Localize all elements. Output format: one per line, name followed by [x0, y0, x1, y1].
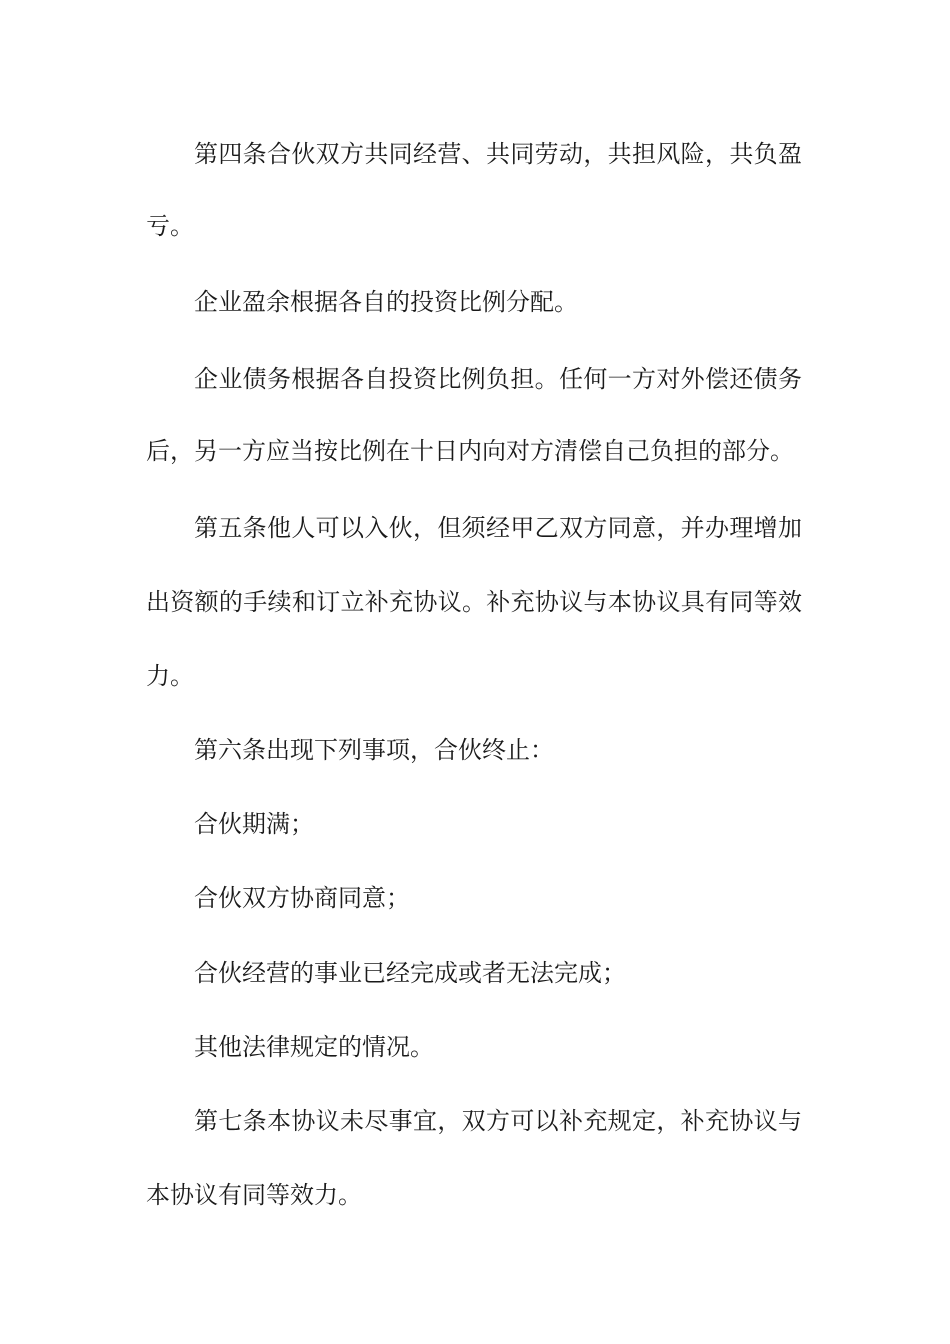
text-line: 第五条他人可以入伙，但须经甲乙双方同意，并办理增加	[194, 514, 802, 542]
text-line: 第七条本协议未尽事宜，双方可以补充规定，补充协议与	[194, 1107, 802, 1135]
text-line: 第四条合伙双方共同经营、共同劳动，共担风险，共负盈	[194, 140, 802, 168]
text-line: 亏。	[146, 212, 194, 240]
text-line: 出资额的手续和订立补充协议。补充协议与本协议具有同等效	[146, 588, 802, 616]
text-line: 合伙经营的事业已经完成或者无法完成；	[194, 959, 626, 987]
text-line: 合伙双方协商同意；	[194, 884, 410, 912]
text-line: 企业债务根据各自投资比例负担。任何一方对外偿还债务	[194, 365, 802, 393]
text-line: 企业盈余根据各自的投资比例分配。	[194, 288, 578, 316]
text-line: 其他法律规定的情况。	[194, 1033, 434, 1061]
text-line: 本协议有同等效力。	[146, 1181, 362, 1209]
text-line: 合伙期满；	[194, 810, 314, 838]
text-line: 力。	[146, 662, 194, 690]
text-line: 第六条出现下列事项，合伙终止：	[194, 736, 554, 764]
text-line: 后，另一方应当按比例在十日内向对方清偿自己负担的部分。	[146, 437, 794, 465]
